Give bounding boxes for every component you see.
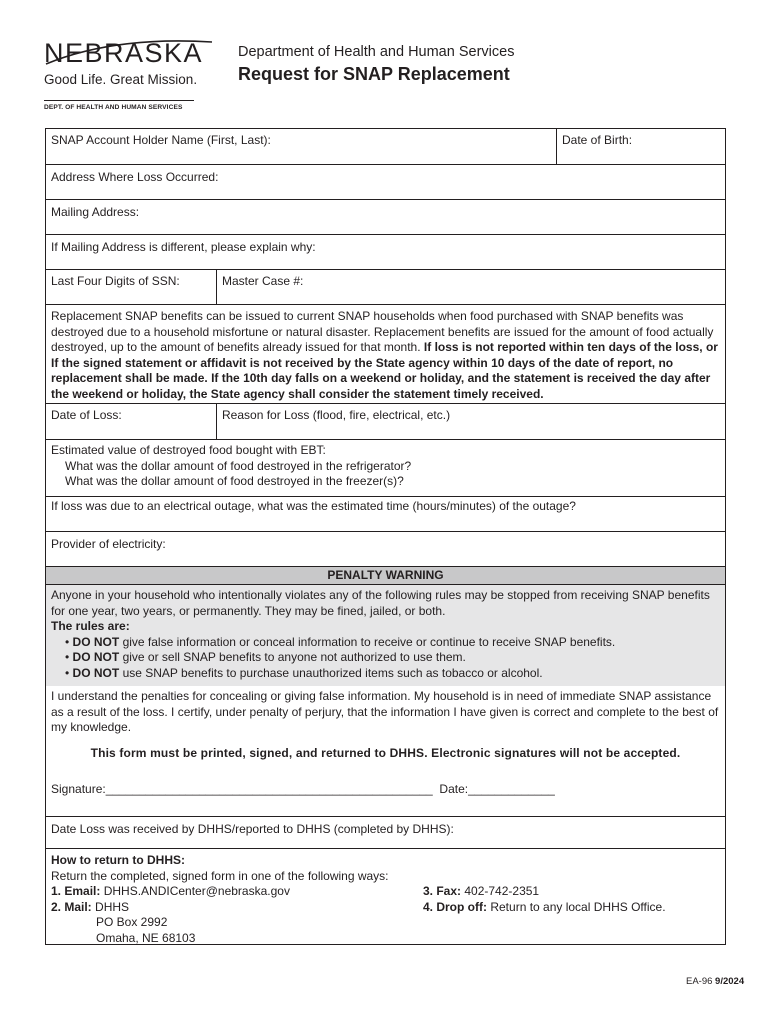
rule-text: use SNAP benefits to purchase unauthorized items such as tobacco or alcohol. — [122, 665, 543, 680]
dob-label: Date of Birth: — [562, 133, 633, 147]
fax-method — [423, 884, 666, 900]
department-name: Department of Health and Human Services — [238, 44, 515, 60]
certify-text: I understand the penalties for concealing or giving false information. My household is in need of immediate SNAP assistance as a result of the loss. I certify, under penalty of perjury, that the information I have given is correct and complete to the best of my knowledge. — [51, 689, 719, 735]
return-col-left — [51, 884, 423, 946]
return-instructions — [46, 849, 725, 945]
email-label: 1. Email: — [51, 884, 101, 899]
snap-form — [45, 128, 726, 945]
holder-name-label: SNAP Account Holder Name (First, Last): — [51, 133, 271, 147]
logo-dept: DEPT. OF HEALTH AND HUMAN SERVICES — [44, 104, 183, 111]
provider-field[interactable] — [46, 532, 725, 567]
form-revision: 9/2024 — [715, 976, 745, 987]
rule-item: • DO NOT give or sell SNAP benefits to anyone not authorized to use them. — [65, 650, 466, 665]
outage-label: If loss was due to an electrical outage, what was the estimated time (hours/minutes) of the outage? — [51, 499, 576, 513]
ebt-value-section[interactable] — [46, 440, 725, 497]
signature-field[interactable]: Signature:_________________________________________________ — [51, 782, 433, 797]
date-of-loss-label: Date of Loss: — [51, 408, 122, 422]
do-not-label: DO NOT — [72, 634, 120, 649]
mail-line: Omaha, NE 68103 — [96, 930, 196, 945]
provider-label: Provider of electricity: — [51, 537, 166, 551]
reason-label: Reason for Loss (flood, fire, electrical, etc.) — [222, 408, 451, 422]
dropoff-method — [423, 900, 666, 916]
loss-address-label: Address Where Loss Occurred: — [51, 170, 219, 184]
date-field[interactable]: Date:_____________ — [439, 782, 555, 797]
dhhs-received-field[interactable] — [46, 817, 725, 849]
master-case-label: Master Case #: — [222, 274, 304, 288]
row-ssn-case — [46, 270, 725, 305]
dhhs-received-label: Date Loss was received by DHHS/reported to DHHS (completed by DHHS): — [51, 822, 454, 836]
do-not-label: DO NOT — [72, 650, 120, 665]
certification — [46, 684, 725, 817]
row-date-reason — [46, 404, 725, 440]
penalty-heading: PENALTY WARNING — [46, 567, 725, 585]
do-not-label: DO NOT — [72, 665, 120, 680]
fax-number: 402-742-2351 — [464, 884, 540, 899]
penalty-intro: Anyone in your household who intentionally violates any of the following rules may be stopped from receiving SNAP benefits for one year, two years, or permanently. They may be fined, jailed, or both. — [51, 588, 710, 618]
holder-name-field[interactable] — [46, 129, 556, 164]
mailing-address-label: Mailing Address: — [51, 205, 140, 219]
logo-divider — [44, 100, 194, 101]
fax-label: 3. Fax: — [423, 884, 462, 899]
form-number: EA-96 — [686, 976, 713, 987]
logo-wordmark: NEBRASKA — [44, 38, 204, 68]
replacement-text: Replacement SNAP benefits can be issued to current SNAP households when food purchased with SNAP benefits was destroyed due to a household misfortune or natural disaster. Replacement benefits are issued for the amount of food actually destroyed, up to the amount of benefits already issued for that month. — [51, 309, 714, 355]
email-method — [51, 884, 423, 900]
penalty-body — [46, 585, 725, 686]
master-case-field[interactable] — [216, 270, 725, 304]
dropoff-text: Return to any local DHHS Office. — [490, 899, 666, 914]
form-id — [686, 976, 744, 987]
return-intro: Return the completed, signed form in one of the following ways: — [51, 868, 389, 883]
dropoff-label: 4. Drop off: — [423, 899, 487, 914]
loss-address-field[interactable] — [46, 165, 725, 200]
nebraska-logo — [44, 38, 224, 111]
replacement-info — [46, 305, 725, 404]
outage-field[interactable] — [46, 497, 725, 532]
rules-label: The rules are: — [51, 619, 130, 634]
date-of-loss-field[interactable] — [46, 404, 216, 439]
mailing-explain-field[interactable] — [46, 235, 725, 270]
return-col-right — [423, 884, 666, 946]
dob-field[interactable] — [556, 129, 725, 164]
rule-text: give false information or conceal information to receive or continue to receive SNAP benefits. — [122, 634, 616, 649]
rule-text: give or sell SNAP benefits to anyone not authorized to use them. — [122, 650, 466, 665]
signature-line — [51, 782, 720, 798]
ebt-value-label: Estimated value of destroyed food bought with EBT: — [51, 443, 326, 457]
return-heading: How to return to DHHS: — [51, 853, 185, 867]
mail-line: PO Box 2992 — [96, 915, 168, 930]
email-address[interactable]: DHHS.ANDICenter@nebraska.gov — [103, 884, 290, 899]
ssn-label: Last Four Digits of SSN: — [51, 274, 180, 288]
mail-line: DHHS — [95, 899, 130, 914]
page-title: Request for SNAP Replacement — [238, 64, 510, 84]
mailing-explain-label: If Mailing Address is different, please explain why: — [51, 240, 316, 254]
fridge-question: What was the dollar amount of food destroyed in the refrigerator? — [65, 458, 412, 473]
mail-label: 2. Mail: — [51, 899, 92, 914]
freezer-question: What was the dollar amount of food destroyed in the freezer(s)? — [65, 474, 404, 489]
rule-item: • DO NOT give false information or conceal information to receive or continue to receive SNAP benefits. — [65, 634, 616, 649]
print-notice: This form must be printed, signed, and returned to DHHS. Electronic signatures will not be accepted. — [90, 745, 681, 760]
reason-field[interactable] — [216, 404, 725, 439]
rule-item: • DO NOT use SNAP benefits to purchase unauthorized items such as tobacco or alcohol. — [65, 665, 543, 680]
ssn-field[interactable] — [46, 270, 216, 304]
mail-method — [51, 900, 423, 916]
logo-tagline: Good Life. Great Mission. — [44, 72, 198, 87]
penalty-warning — [46, 567, 725, 684]
replacement-deadline: If loss is not reported within ten days of the loss, or If the signed statement or affidavit is not received by the State agency within 10 days of the date of report, no replacement shall be made. If the 10th day falls on a weekend or holiday, and the statement is received the day after the weekend or holiday, the State agency shall consider the statement timely received. — [51, 340, 718, 401]
mailing-address-field[interactable] — [46, 200, 725, 235]
row-name-dob — [46, 129, 725, 165]
return-methods — [51, 884, 720, 946]
